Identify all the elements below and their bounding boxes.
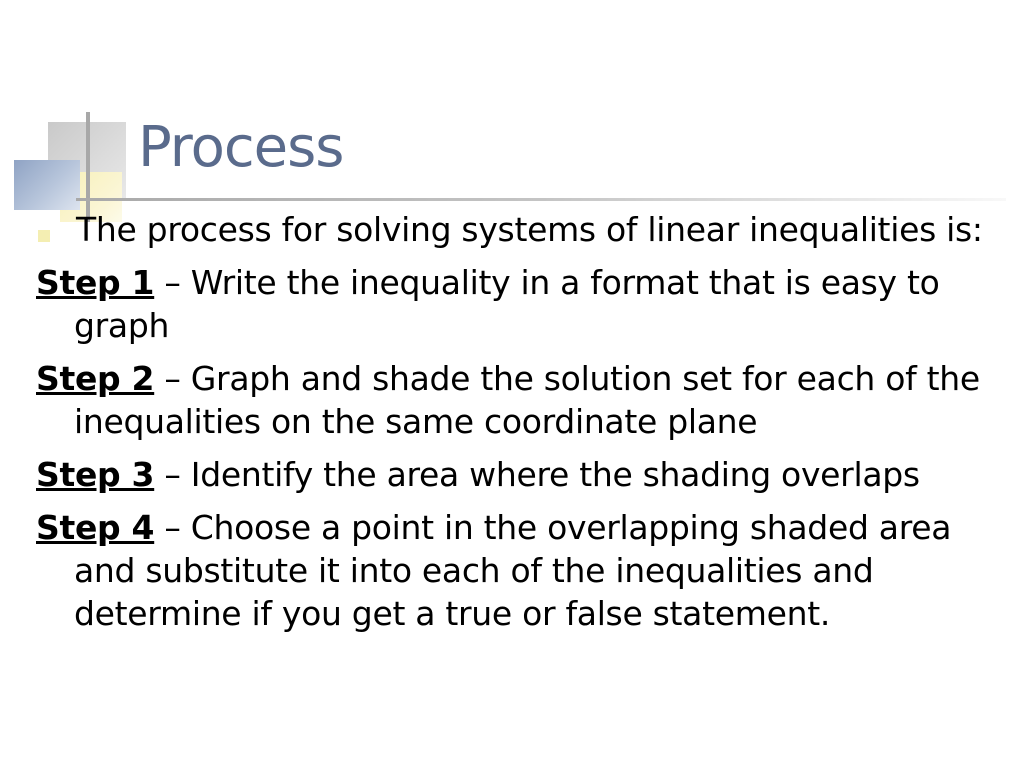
intro-text: The process for solving systems of linear inequalities is:: [76, 210, 983, 249]
title-underline-rule: [76, 198, 1006, 201]
step-label: Step 4: [36, 508, 155, 547]
step-text: – Choose a point in the overlapping shaded area and substitute it into each of the inequalities and determine if you get a true or false statement.: [74, 508, 952, 633]
step-item-4: [36, 506, 996, 635]
step-text: – Identify the area where the shading overlaps: [154, 455, 920, 494]
slide-title: Process: [138, 115, 344, 180]
step-label: Step 1: [36, 263, 155, 302]
decorative-vertical-line: [86, 112, 90, 222]
intro-bullet: [36, 208, 996, 251]
square-bullet-icon: [38, 230, 50, 242]
step-text: – Write the inequality in a format that is easy to graph: [74, 263, 940, 345]
step-label: Step 2: [36, 359, 155, 398]
step-item-2: [36, 357, 996, 443]
decorative-blue-square: [14, 160, 80, 210]
step-item-1: [36, 261, 996, 347]
step-text: – Graph and shade the solution set for each of the inequalities on the same coordinate plane: [74, 359, 980, 441]
step-item-3: [36, 453, 996, 496]
slide-body: [36, 208, 996, 645]
step-label: Step 3: [36, 455, 155, 494]
